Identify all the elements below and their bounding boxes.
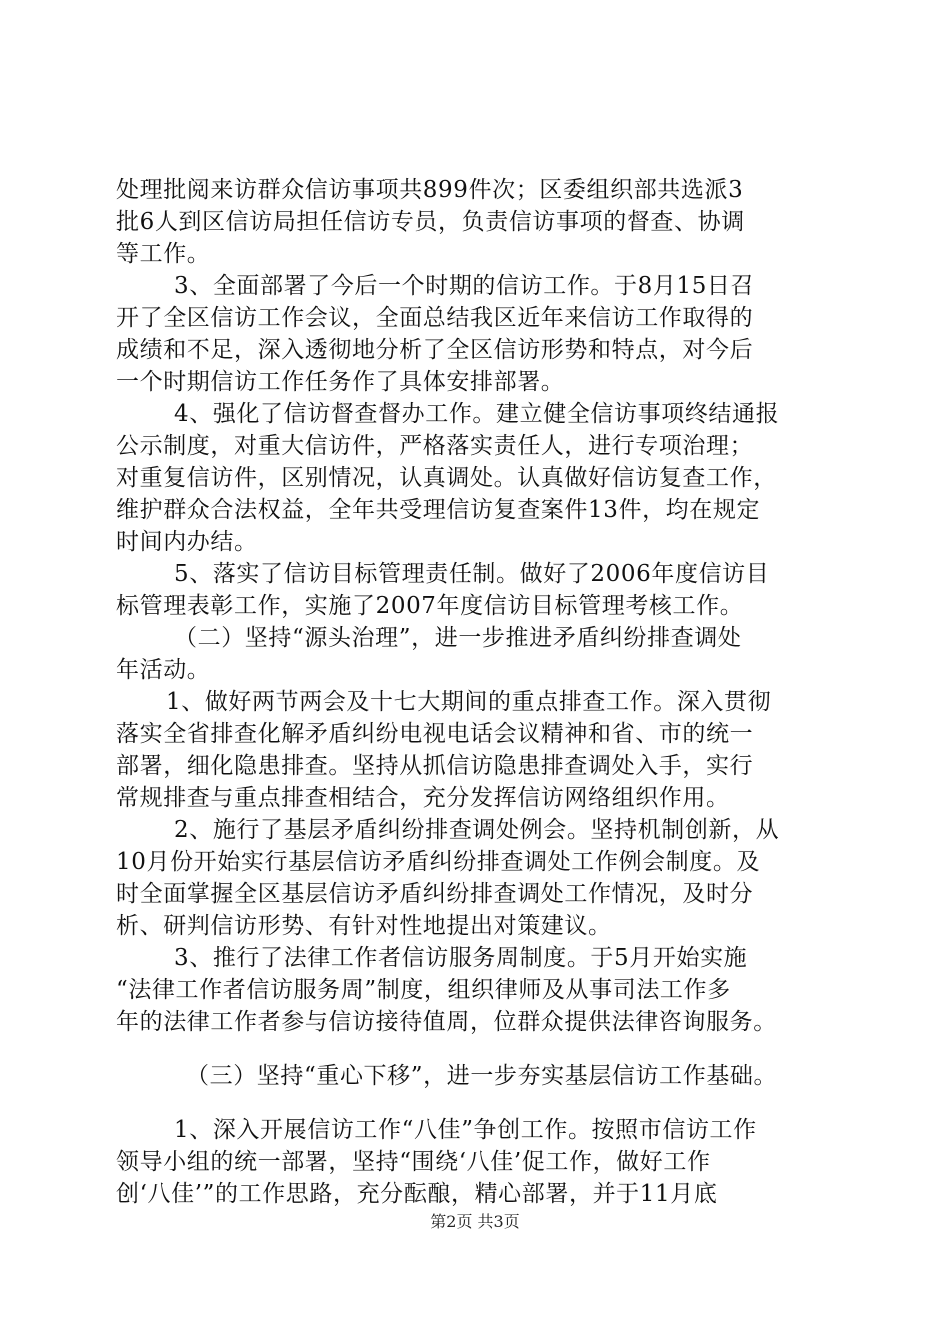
text-line: 1、深入开展信访工作“八佳”争创工作。按照市信访工作 — [174, 1117, 757, 1143]
text-line: 成绩和不足，深入透彻地分析了全区信访形势和特点，对今后 — [116, 337, 754, 363]
text-line: 时全面掌握全区基层信访矛盾纠纷排查调处工作情况，及时分 — [116, 881, 754, 907]
text-line: 处理批阅来访群众信访事项共899件次；区委组织部共选派3 — [116, 177, 744, 203]
text-line: 一个时期信访工作任务作了具体安排部署。 — [116, 369, 565, 395]
text-line: 等工作。 — [116, 241, 211, 267]
text-line: 创‘八佳’”的工作思路，充分酝酿，精心部署，并于11月底 — [116, 1181, 718, 1207]
text-line: 批6人到区信访局担任信访专员，负责信访事项的督查、协调 — [116, 209, 745, 235]
text-line: 开了全区信访工作会议，全面总结我区近年来信访工作取得的 — [116, 305, 754, 331]
text-line: 时间内办结。 — [116, 529, 258, 555]
section-heading: （三）坚持“重心下移”，进一步夯实基层信访工作基础。 — [186, 1063, 778, 1089]
text-line: 10月份开始实行基层信访矛盾纠纷排查调处工作例会制度。及 — [116, 849, 761, 875]
text-line: 1、做好两节两会及十七大期间的重点排查工作。深入贯彻 — [166, 689, 772, 715]
text-line: 3、推行了法律工作者信访服务周制度。于5月开始实施 — [174, 945, 748, 971]
text-line: 析、研判信访形势、有针对性地提出对策建议。 — [116, 913, 612, 939]
text-line: 部署，细化隐患排查。坚持从抓信访隐患排查调处入手，实行 — [116, 753, 754, 779]
text-line: 2、施行了基层矛盾纠纷排查调处例会。坚持机制创新，从 — [174, 817, 780, 843]
text-line: 落实全省排查化解矛盾纠纷电视电话会议精神和省、市的统一 — [116, 721, 754, 747]
text-line: 年活动。 — [116, 657, 211, 683]
text-line: 维护群众合法权益，全年共受理信访复查案件13件，均在规定 — [116, 497, 761, 523]
text-line: 公示制度，对重大信访件，严格落实责任人，进行专项治理； — [116, 433, 754, 459]
text-line: （二）坚持“源头治理”，进一步推进矛盾纠纷排查调处 — [174, 625, 742, 651]
text-line: 对重复信访件，区别情况，认真调处。认真做好信访复查工作， — [116, 465, 777, 491]
text-line: 标管理表彰工作，实施了2007年度信访目标管理考核工作。 — [116, 593, 744, 619]
page-number-footer: 第2页 共3页 — [430, 1212, 520, 1231]
document-body — [116, 174, 834, 1210]
text-line: 5、落实了信访目标管理责任制。做好了2006年度信访目 — [174, 561, 770, 587]
text-line: 年的法律工作者参与信访接待值周，位群众提供法律咨询服务。 — [116, 1009, 777, 1035]
text-line: 常规排查与重点排查相结合，充分发挥信访网络组织作用。 — [116, 785, 730, 811]
text-line: 领导小组的统一部署，坚持“围绕‘八佳’促工作，做好工作 — [116, 1149, 711, 1175]
text-line: 4、强化了信访督查督办工作。建立健全信访事项终结通报 — [174, 401, 780, 427]
text-line: 3、全面部署了今后一个时期的信访工作。于8月15日召 — [174, 273, 755, 299]
text-line: “法律工作者信访服务周”制度，组织律师及从事司法工作多 — [116, 977, 731, 1003]
